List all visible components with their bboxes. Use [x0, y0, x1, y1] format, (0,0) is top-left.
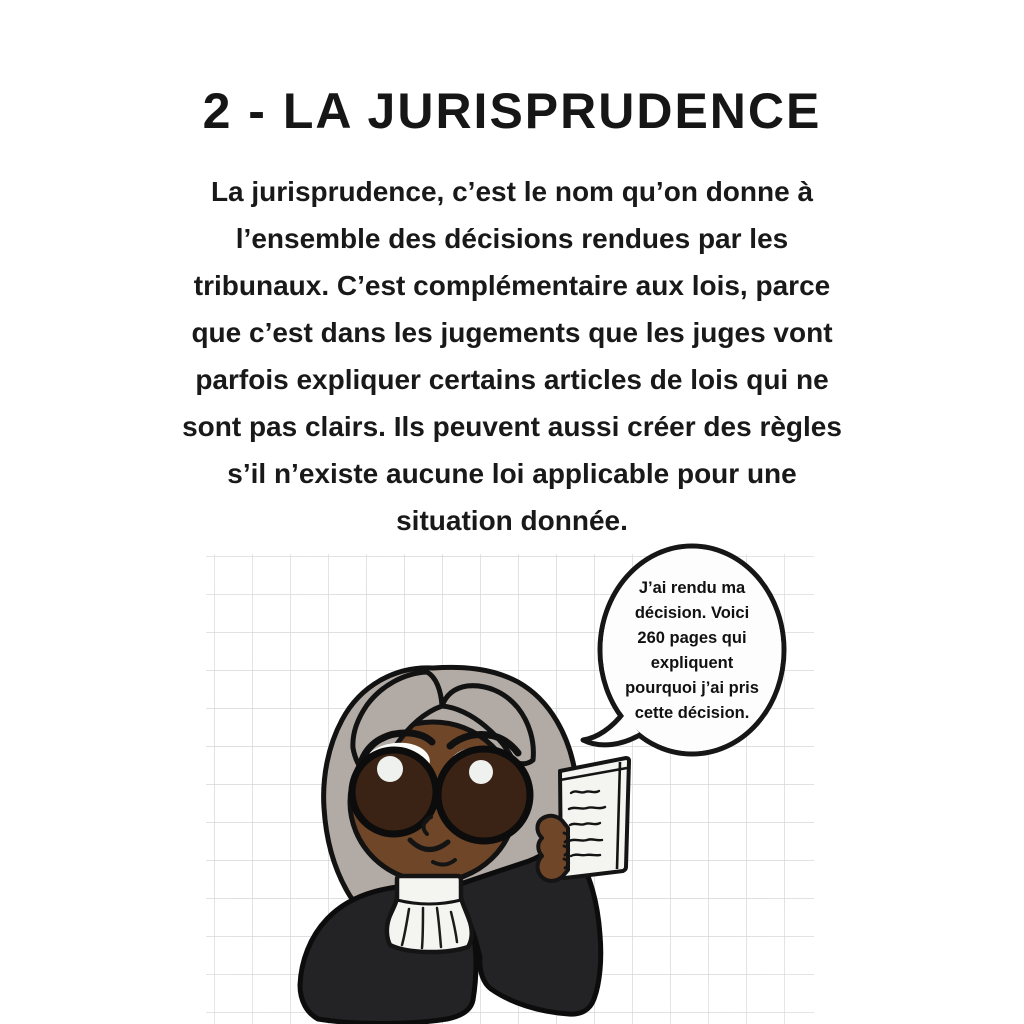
- left-eye-highlight: [377, 756, 403, 782]
- judge-hand: [537, 816, 568, 881]
- paragraph-line: tribunaux. C’est complémentaire aux lois, parce: [193, 270, 831, 301]
- paragraph-line: s’il n’existe aucune loi applicable pour une: [227, 458, 797, 489]
- paragraph-line: sont pas clairs. Ils peuvent aussi créer des règles: [182, 411, 842, 442]
- intro-paragraph: [0, 168, 1024, 544]
- speech-bubble-line: décision. Voici: [634, 604, 750, 622]
- speech-bubble-text: [600, 576, 784, 726]
- paragraph-line: situation donnée.: [396, 505, 628, 536]
- paragraph-line: parfois expliquer certains articles de lois qui ne: [195, 364, 829, 395]
- speech-bubble-line: J’ai rendu ma: [638, 579, 746, 597]
- page-title: 2 - LA JURISPRUDENCE: [202, 83, 822, 139]
- right-eye-highlight: [469, 760, 493, 784]
- judge-jabot: [387, 876, 472, 952]
- paragraph-line: La jurisprudence, c’est le nom qu’on donne à: [210, 176, 814, 207]
- paragraph-line: l’ensemble des décisions rendues par les: [235, 223, 789, 254]
- speech-bubble-line: cette décision.: [634, 704, 750, 722]
- judge-illustration: [200, 540, 824, 1024]
- speech-bubble-line: pourquoi j’ai pris: [625, 679, 759, 697]
- speech-bubble-line: 260 pages qui: [637, 629, 747, 647]
- paragraph-line: que c’est dans les jugements que les juges vont: [191, 317, 833, 348]
- speech-bubble-line: expliquent: [650, 654, 734, 672]
